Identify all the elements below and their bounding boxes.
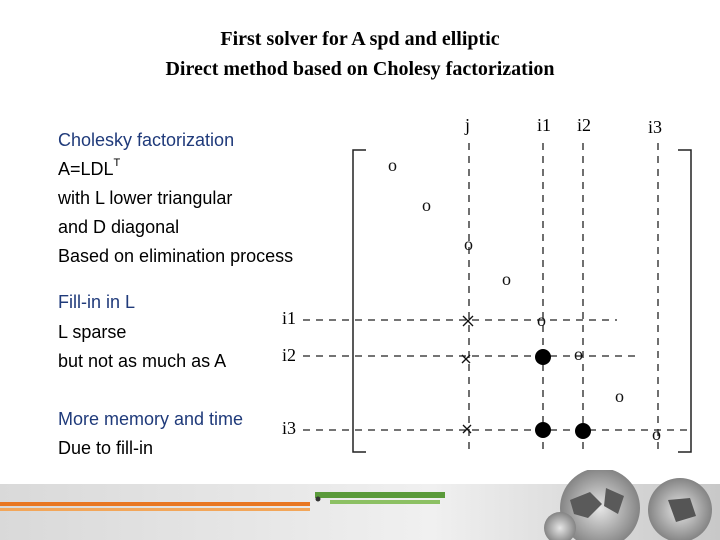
- col-label-i3: i3: [648, 117, 663, 137]
- footer-banner: [0, 470, 720, 540]
- pivot-marks: [462, 316, 473, 433]
- slide-title-line1: First solver for A spd and elliptic: [220, 28, 500, 50]
- footer-green-bar-light: [330, 500, 440, 504]
- row-label-i3: i3: [282, 418, 297, 438]
- matrix-entry: o: [464, 234, 473, 254]
- formula-superscript: T: [113, 157, 121, 169]
- matrix-entry: o: [652, 424, 661, 444]
- matrix-entry: o: [388, 155, 397, 175]
- row-label-i2: i2: [282, 345, 297, 365]
- matrix-right-bracket: [678, 150, 691, 452]
- row-label-i1: i1: [282, 308, 297, 328]
- footer-orange-bar: [0, 502, 310, 506]
- elimination-text: Based on elimination process: [58, 246, 294, 266]
- fillin-header: Fill-in in L: [58, 292, 136, 312]
- due-to-fillin-text: Due to fill-in: [58, 438, 154, 458]
- footer-dot: [316, 497, 321, 502]
- matrix-left-bracket: [353, 150, 366, 452]
- not-as-much-text: but not as much as A: [58, 351, 227, 371]
- fill-in-dot: [535, 422, 551, 438]
- lower-triangular-text: with L lower triangular: [58, 188, 233, 208]
- formula-base: A=LDL: [58, 159, 114, 179]
- slide-title-line2: Direct method based on Cholesy factorization: [165, 58, 555, 80]
- matrix-entry: o: [502, 269, 511, 289]
- col-label-i1: i1: [537, 115, 552, 135]
- matrix-entry: o: [422, 195, 431, 215]
- col-label-j: j: [465, 115, 471, 135]
- cholesky-header: Cholesky factorization: [58, 130, 235, 150]
- matrix-entry: o: [615, 386, 624, 406]
- fill-in-dot: [575, 423, 591, 439]
- col-label-i2: i2: [577, 115, 592, 135]
- fill-in-dot: [535, 349, 551, 365]
- memory-header: More memory and time: [58, 409, 244, 429]
- matrix-entry: o: [537, 310, 546, 330]
- sparse-text: L sparse: [58, 322, 127, 342]
- diagonal-text: and D diagonal: [58, 217, 180, 237]
- matrix-entry: o: [574, 344, 583, 364]
- footer-orange-bar-light: [0, 508, 310, 511]
- footer-green-bar: [315, 492, 445, 498]
